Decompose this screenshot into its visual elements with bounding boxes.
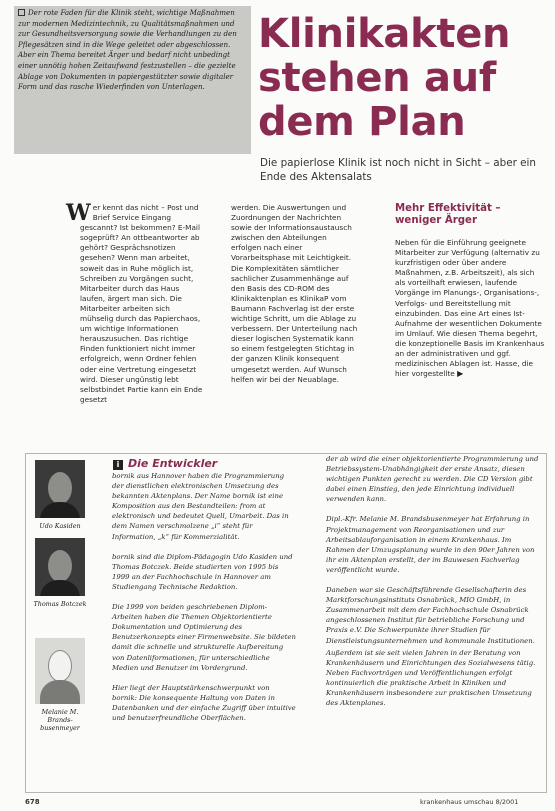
article-column-1-text: er kennt das nicht – Post und Brief Service Eingang gescannt? Ist bekommen? E-Mail sogeprüft? An ottbeantworter ab gehört? Gesprächsnotizen gesehen? Wenn man arbeitet, soweit das in Ruhe möglich ist, Schreiben zu Vorgängen sucht, Mitarbeiter durch das Haus laufen, ärgert man sich. Die Mitarbeiter arbeiten sich mühselig durch das Papierchaos, um wichtige Informationen herauszusuchen. Das richtige Finden funktioniert nicht immer erfolgreich, wenn Ordner fehlen oder eine Vertretung eingesetzt wird. Dieser ungünstig lebt selbstbindet Partie kann ein Ende gesetzt: [80, 203, 203, 404]
portrait-body: [40, 680, 80, 704]
teaser-text: [18, 8, 247, 93]
headline-line: stehen auf: [258, 55, 496, 101]
portrait-face: [48, 650, 72, 682]
info-icon: i: [113, 460, 123, 470]
article-column-3: [395, 238, 545, 379]
developers-info-box: [25, 453, 547, 793]
subheadline: Die papierlose Klinik ist noch nicht in Sicht – aber ein Ende des Aktensalats: [260, 157, 537, 183]
article-column-2: werden. Die Auswertungen und Zuordnungen der Nachrichten sowie der Informationsaustausch zwischen den Abteilungen erfolgen nach einer Vorarbeitsphase mit Leichtigkeit. Die Komplexitäten sämtlicher sachlicher Zusammenhänge auf den Basis des CD-ROM des Klinikaktenplan es KlinikaP vom Baumann Fachverlag ist der erste wichtige Schritt, um die Ablage zu verbessern. Der Unterteilung nach dieser logischen Systematik kann so einem festgelegten Stichtag in der ganzen Klinik konsequent umgesetzt werden. Auf Wunsch helfen wir bei der Neuablage.: [231, 203, 358, 384]
portrait-face: [48, 472, 72, 504]
journal-name: krankenhaus umschau 8/2001: [420, 798, 519, 806]
headline: [258, 12, 548, 144]
info-paragraph: Die 1999 von beiden geschriebenen Diplom-Arbeiten haben die Themen Objektorientierte Dokumentation und Optimierung des Benutzerkonzepts einer Firmenwebsite. Sie bildeten damit die schnelle und strukturelle Aufbereitung von Datenliformationen, für unterschiedliche Medien und Benutzer im Vordergrund.: [112, 603, 296, 672]
info-paragraph: Außerdem ist sie seit vielen Jahren in der Beratung von Krankenhäusern und Einrichtungen des Sozialwesens tätig. Neben Fachvorträgen und Veröffentlichungen erfolgt kontinuierlich die praktische Arbeit in Kliniken und Krankenhäusern insbesondere zur praktischen Umsetzung des Aktenplanes.: [326, 648, 536, 708]
photo-caption: Thomas Botczek: [33, 600, 87, 608]
info-paragraph: Dipl.-Kfr. Melanie M. Brandsbusenmeyer hat Erfahrung in Projektmanagement von Reorganisationen und zur Arbeitsablauforganisation in einem Krankenhaus. Im Rahmen der Umzugsplanung wurde in den 90er Jahren von ihr ein Aktenplan erstellt, der im Bauwesen Fachverlag veröffentlicht wurde.: [326, 515, 535, 574]
page-number: 678: [25, 798, 40, 806]
article-column-1: [66, 200, 204, 405]
portrait-face: [48, 550, 72, 582]
info-paragraph: Daneben war sie Geschäftsführende Gesellschafterin des Marktforschungsinstituts Osnabrück, MIO GmbH, in Zusammenarbeit mit dem der Fachhochschule Osnabrück angeschlossenen Institut für betriebliche Forschung und Praxis e.V. Die Schwerpunkte ihrer Studien für Dienstleistungsunternehmen und kommunale Institutionen.: [326, 586, 535, 645]
continue-arrow-icon: ▶: [457, 369, 464, 379]
drop-cap: W: [66, 200, 91, 226]
teaser-copy: Der rote Faden für die Klinik steht, wichtige Maßnahmen zur modernen Medizintechnik, zu Qualitätsmaßnahmen und zur Gesundheitsversorgung sowie die Verhandlungen zu den Pflegesätzen sind in die Wege geleitet oder abgeschlossen. Aber ein Thema bereitet Ärger und bedarf nicht unbedingt einer unnötig hohen Zeitaufwand festzustellen – die gezielte Ablage von Dokumenten in papiergestützter sowie digitaler Form und das rasche Wiederfinden von Unterlagen.: [18, 8, 237, 92]
info-paragraph: der ab wird die einer objektorientierte Programmierung und Betriebssystem-Unabhängigkeit der erste Ansatz, diesen wichtigen Punkten gerecht zu werden. Die CD Version gibt dabei einen Einstieg, den jede Einrichtung individuell verwenden kann.: [326, 455, 539, 504]
info-paragraph: bornik sind die Diplom-Pädagogin Udo Kasiden und Thomas Botczek. Beide studierten von 1995 bis 1999 an der Fachhochschule in Hannover am Studiengang Technische Redaktion.: [112, 552, 293, 591]
section-heading-line: weniger Ärger: [395, 215, 477, 226]
info-paragraph: Hier liegt der Hauptstärkenschwerpunkt von bornik: Die konsequente Haltung von Daten in Datenbanken und der einfache Zugriff über intuitive und benutzerfreundliche Oberflächen.: [112, 683, 296, 722]
info-box-column-2: [326, 454, 540, 708]
portrait-photo: [35, 638, 85, 704]
headline-line: Klinikakten: [258, 11, 511, 57]
section-heading: [395, 203, 545, 227]
square-bullet-icon: [18, 9, 25, 16]
portrait-body: [40, 580, 80, 596]
photo-caption: Udo Kasiden: [39, 522, 81, 530]
photo-caption: Melanie M. Brands-busenmeyer: [40, 708, 80, 732]
info-paragraph: bornik aus Hannover haben die Programmierung der dienstlichen elektronischen Umsetzung des bekannten Aktenplans. Der Name bornik ist eine Komposition aus den Bestandteilen: from at elektronisch und bedeutet Quell, Umarbeit. Das in dem Namen verschmolzene „i“ steht für Information, „k“ für Kommerzialität.: [112, 472, 289, 541]
info-box-heading: [113, 457, 217, 470]
portrait-photo: [35, 538, 85, 596]
section-heading-line: Mehr Effektivität –: [395, 203, 501, 214]
info-box-column-1: [112, 471, 296, 723]
info-box-title: Die Entwickler: [128, 457, 218, 470]
portrait-photo: [35, 460, 85, 518]
article-column-3-text: Neben für die Einführung geeignete Mitarbeiter zur Verfügung (alternativ zu kurzfristigen oder über andere Maßnahmen, z.B. Arbeitszeit), als sich als vorteilhaft erwiesen, laufende Vorgänge im Planungs-, Organisations-, Verfolgs- und Bereitstellung mit einzubinden. Das eine Art eines Ist-Aufnahme der wesentlichen Dokumente im Umlauf. Wie diesen Thema begehrt, die konzeptionelle Basis im Krankenhaus an der administrativen und ggf. medizinischen Ablagen ist. Hasse, die hier vorgestellte: [395, 238, 545, 379]
teaser-box: [14, 6, 251, 154]
portrait-body: [40, 502, 80, 518]
headline-line: dem Plan: [258, 99, 466, 145]
